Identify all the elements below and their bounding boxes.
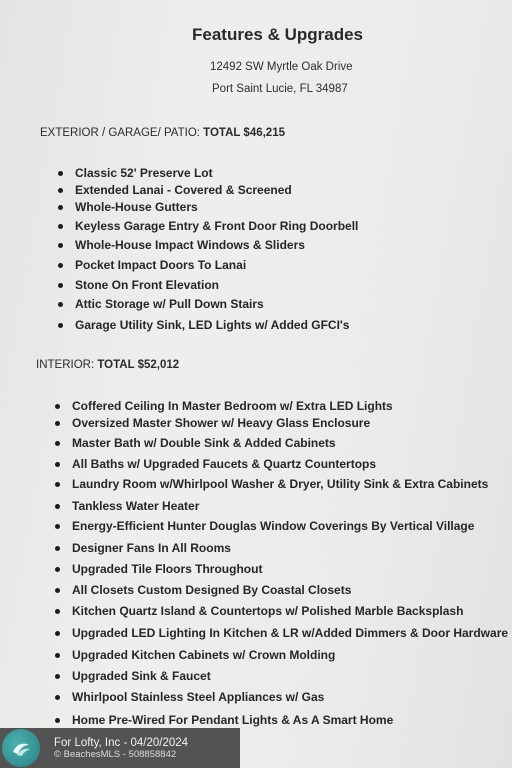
interior-list-item <box>72 477 488 491</box>
bullet-icon <box>55 609 60 614</box>
interior-item-text: Master Bath w/ Double Sink & Added Cabinets <box>72 436 336 450</box>
interior-item-text: Coffered Ceiling In Master Bedroom w/ Extra LED Lights <box>72 399 393 413</box>
interior-list-item <box>72 541 231 555</box>
watermark-line2: © BeachesMLS - 508858842 <box>54 748 177 760</box>
interior-item-text: Upgraded Tile Floors Throughout <box>72 562 263 576</box>
bullet-icon <box>58 302 63 307</box>
exterior-item-text: Stone On Front Elevation <box>75 278 220 292</box>
interior-item-text: Whirlpool Stainless Steel Appliances w/ Gas <box>72 690 325 704</box>
interior-list-item <box>72 519 474 533</box>
interior-list-item <box>72 604 463 618</box>
exterior-list-item <box>75 183 292 197</box>
interior-item-text: Designer Fans In All Rooms <box>72 541 231 555</box>
exterior-list-item <box>75 200 198 214</box>
bullet-icon <box>58 283 63 288</box>
exterior-list-item <box>75 318 349 332</box>
exterior-item-text: Whole-House Impact Windows & Sliders <box>75 238 305 252</box>
bullet-icon <box>55 404 60 409</box>
interior-list-item <box>72 562 262 576</box>
address-street: 12492 SW Myrtle Oak Drive <box>210 61 353 73</box>
interior-list-item <box>72 690 324 704</box>
exterior-label: EXTERIOR / GARAGE/ PATIO: <box>40 127 200 139</box>
bullet-icon <box>55 524 60 529</box>
exterior-item-text: Keyless Garage Entry & Front Door Ring Doorbell <box>75 219 359 233</box>
page-title: Features & Upgrades <box>192 25 363 44</box>
bullet-icon <box>58 205 63 210</box>
interior-list-item <box>72 416 370 430</box>
interior-item-text: Upgraded LED Lighting In Kitchen & LR w/Added Dimmers & Door Hardware <box>72 626 509 640</box>
exterior-item-text: Garage Utility Sink, LED Lights w/ Added GFCI's <box>75 318 350 332</box>
exterior-item-text: Attic Storage w/ Pull Down Stairs <box>75 297 264 311</box>
exterior-item-text: Classic 52' Preserve Lot <box>75 166 213 180</box>
bullet-icon <box>58 224 63 229</box>
interior-item-text: Energy-Efficient Hunter Douglas Window Coverings By Vertical Village <box>72 519 475 533</box>
interior-item-text: Laundry Room w/Whirlpool Washer & Dryer, Utility Sink & Extra Cabinets <box>72 477 489 491</box>
interior-item-text: Home Pre-Wired For Pendant Lights & As A Smart Home <box>72 713 394 727</box>
interior-list-item <box>72 399 393 413</box>
interior-list-item <box>72 583 351 597</box>
bullet-icon <box>55 441 60 446</box>
bullet-icon <box>55 567 60 572</box>
bullet-icon <box>58 263 63 268</box>
bullet-icon <box>55 631 60 636</box>
bullet-icon <box>55 421 60 426</box>
interior-list-item <box>72 713 393 727</box>
exterior-item-text: Extended Lanai - Covered & Screened <box>75 183 292 197</box>
interior-item-text: Upgraded Sink & Faucet <box>72 669 211 683</box>
exterior-list-item <box>75 258 246 272</box>
exterior-list-item <box>75 278 219 292</box>
interior-item-text: All Closets Custom Designed By Coastal Closets <box>72 583 352 597</box>
bullet-icon <box>55 504 60 509</box>
lofty-logo-icon <box>2 729 40 767</box>
interior-list-item <box>72 499 199 513</box>
bullet-icon <box>58 171 63 176</box>
exterior-list-item <box>75 166 213 180</box>
bullet-icon <box>58 188 63 193</box>
exterior-item-text: Pocket Impact Doors To Lanai <box>75 258 247 272</box>
exterior-list-item <box>75 238 305 252</box>
interior-list-item <box>72 648 335 662</box>
interior-heading <box>36 359 179 371</box>
interior-item-text: Upgraded Kitchen Cabinets w/ Crown Molding <box>72 648 336 662</box>
bullet-icon <box>58 323 63 328</box>
bullet-icon <box>55 674 60 679</box>
bullet-icon <box>55 482 60 487</box>
interior-item-text: Oversized Master Shower w/ Heavy Glass Enclosure <box>72 416 371 430</box>
bullet-icon <box>55 653 60 658</box>
bullet-icon <box>55 695 60 700</box>
bullet-icon <box>55 718 60 723</box>
exterior-item-text: Whole-House Gutters <box>75 200 198 214</box>
interior-label: INTERIOR: <box>36 359 95 371</box>
interior-item-text: Kitchen Quartz Island & Countertops w/ Polished Marble Backsplash <box>72 604 464 618</box>
exterior-heading <box>40 127 285 139</box>
exterior-total: TOTAL $46,215 <box>203 127 285 139</box>
interior-item-text: All Baths w/ Upgraded Faucets & Quartz Countertops <box>72 457 377 471</box>
bullet-icon <box>55 546 60 551</box>
bullet-icon <box>58 243 63 248</box>
bullet-icon <box>55 462 60 467</box>
interior-list-item <box>72 436 336 450</box>
interior-total: TOTAL $52,012 <box>97 359 180 371</box>
watermark-line1: For Lofty, Inc - 04/20/2024 <box>54 736 189 749</box>
interior-item-text: Tankless Water Heater <box>72 499 200 513</box>
watermark-banner <box>0 728 240 768</box>
interior-list-item <box>72 669 211 683</box>
interior-list-item <box>72 626 508 640</box>
address-city: Port Saint Lucie, FL 34987 <box>212 83 348 95</box>
interior-list-item <box>72 457 376 471</box>
bullet-icon <box>55 588 60 593</box>
exterior-list-item <box>75 219 358 233</box>
exterior-list-item <box>75 297 264 311</box>
